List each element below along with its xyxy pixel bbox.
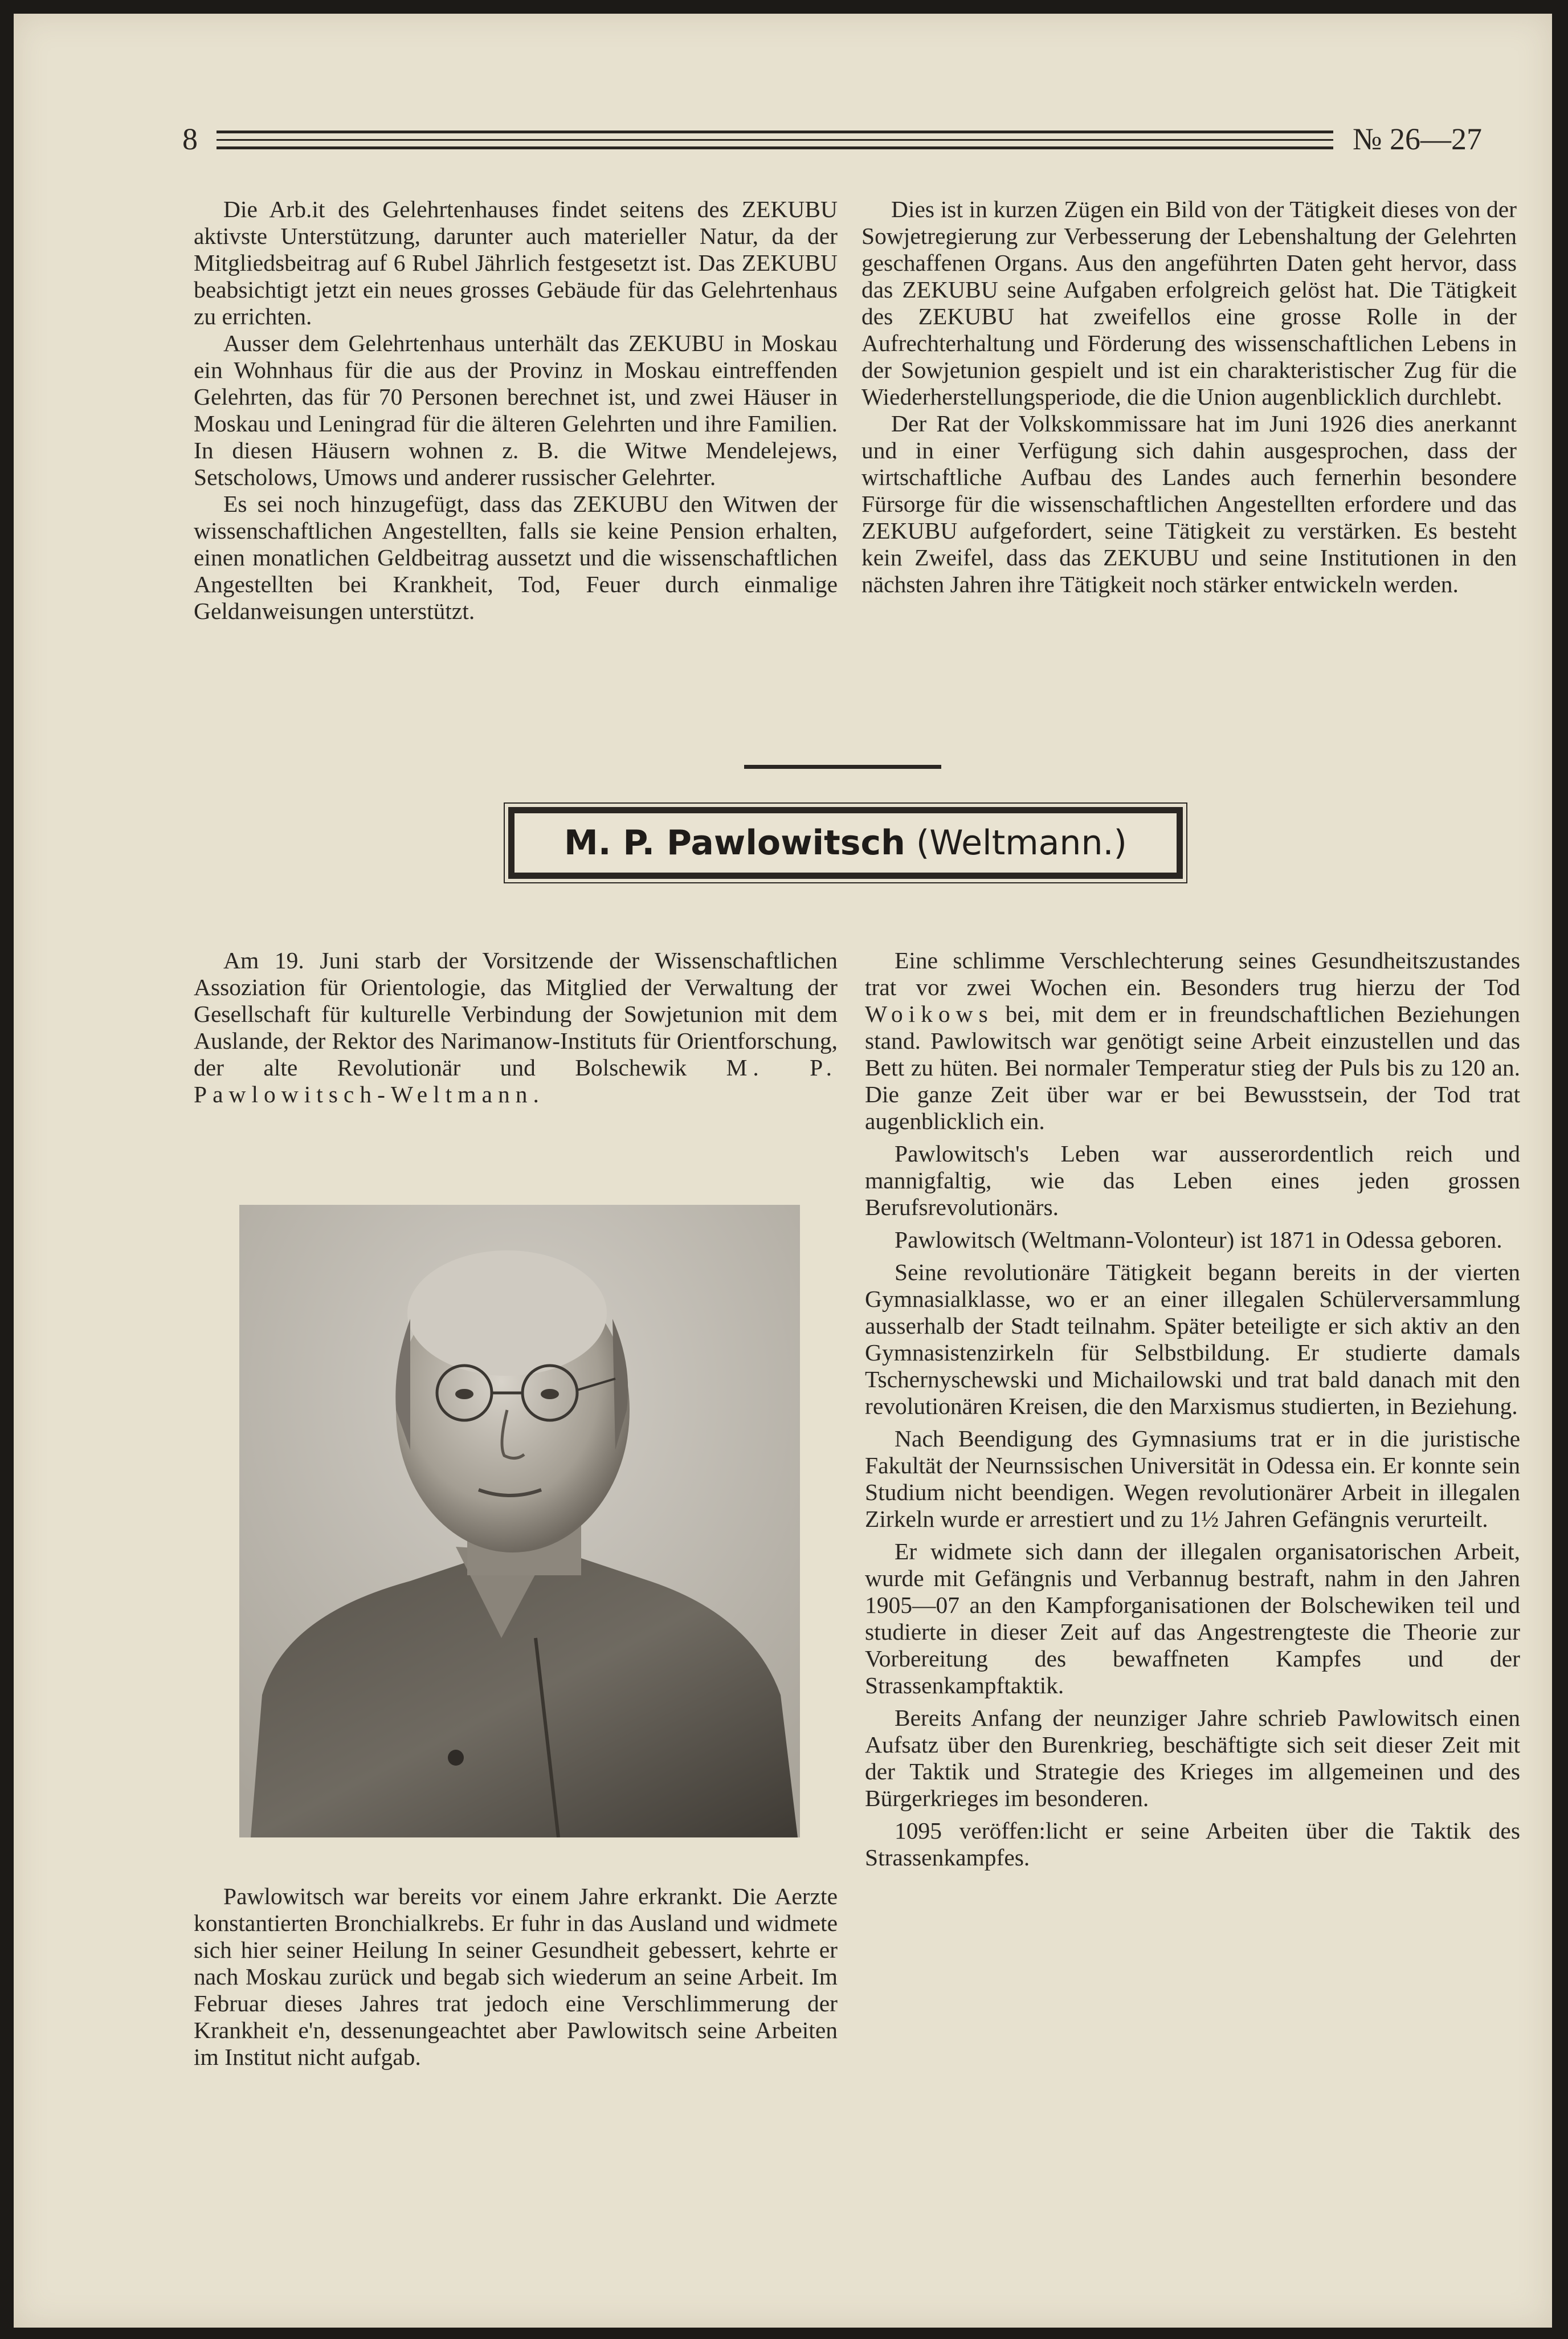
paragraph: Es sei noch hinzugefügt, dass das ZEKUBU den Witwen der wissenschaftlichen Angestellten, falls sie keine Pension erhalten, einen monatlichen Geldbeitrag aussetzt und die wissenschaftlichen Angestellten bei Krankheit, Tod, Feuer durch einmalige Geldanweisungen unterstützt. [194,491,838,624]
paragraph: 1095 veröffen:licht er seine Arbeiten über die Taktik des Strassenkampfes. [865,1818,1520,1871]
paragraph: Bereits Anfang der neunziger Jahre schrieb Pawlowitsch einen Aufsatz über den Burenkrieg, beschäftigte sich seit dieser Zeit mit der Taktik und Strategie des Krieges im allgemeinen und des Bürgerkrieges im besonderen. [865,1705,1520,1811]
obituary-title-name: M. P. Pawlowitsch [564,823,905,863]
paragraph: Nach Beendigung des Gymnasiums trat er in die juristische Fakultät der Neurnssischen Universität in Odessa ein. Er konnte sein Studium nicht beendigen. Wegen revolutionärer Arbeit in illegalen Zirkeln wurde er arrestiert und zu 1½ Jahren Gefängnis verurteilt. [865,1425,1520,1532]
obituary-title-box [508,807,1183,879]
paragraph [194,947,838,1108]
header-rule [217,139,1333,141]
intro-name: M. P. Pawlowitsch-Weltmann. [194,1054,838,1107]
section-divider [744,765,941,769]
obituary-title [564,823,1127,863]
spaced-name: Woikows [865,1001,994,1027]
article-column-top-left [194,196,838,625]
header-rule [217,131,1333,133]
paragraph: Seine revolutionäre Tätigkeit begann bereits in der vierten Gymnasialklasse, wo er an einer illegalen Schülerversammlung ausserhalb der Stadt teilnahm. Später beteiligte er sich aktiv an den Gymnasistenzirkeln für Selbstbildung. Er studierte damals Tschernyschewski und Michailowski und trat bald danach mit den revolutionären Kreisen, die den Marxismus studierten, in Beziehung. [865,1259,1520,1419]
paragraph-text: bei, mit dem er in freundschaftlichen Beziehungen stand. Pawlowitsch war genötigt seine Arbeit einzustellen und das Bett zu hüten. Bei normaler Temperatur stieg der Puls bis zu 120 an. Die ganze Zeit über war er bei Bewusstsein, der Tod trat augenblicklich ein. [865,1001,1520,1134]
newspaper-page [14,14,1552,2328]
article-column-top-right [861,196,1517,598]
intro-text: Am 19. Juni starb der Vorsitzende der Wissenschaftlichen Assoziation für Orientologie, das Mitglied der Verwaltung der Gesellschaft für kulturelle Verbindung der Sowjetunion mit dem Auslande, der Rektor des Narimanow-Instituts für Orientforschung, der alte Revolutionär und Bolschewik [194,947,838,1081]
obituary-left-text [194,1883,838,2071]
paragraph: Pawlowitsch war bereits vor einem Jahre erkrankt. Die Aerzte konstantierten Bronchialkrebs. Er fuhr in das Ausland und widmete sich hier seiner Heilung In seiner Gesundheit gebessert, kehrte er nach Moskau zurück und begab sich wiederum an seine Arbeit. Im Februar dieses Jahres trat jedoch eine Verschlimmerung der Krankheit e'n, dessenungeachtet aber Pawlowitsch seine Arbeiten im Institut nicht aufgab. [194,1883,838,2070]
paragraph: Dies ist in kurzen Zügen ein Bild von der Tätigkeit dieses von der Sowjetregierung zur Verbesserung der Lebenshaltung der Gelehrten geschaffenen Organs. Aus den angeführten Daten geht hervor, dass das ZEKUBU seine Aufgaben erfolgreich gelöst hat. Die Tätigkeit des ZEKUBU hat zweifellos eine grosse Rolle in der Aufrechterhaltung und Förderung des wissenschaftlichen Lebens in der Sowjetunion gespielt und ist ein charakteristischer Zug für die Wiederherstellungsperiode, die die Union augenblicklich durchlebt. [861,196,1517,410]
obituary-intro [194,947,838,1108]
page-header [14,14,1552,162]
paragraph: Pawlowitsch (Weltmann-Volonteur) ist 1871 in Odessa geboren. [895,1226,1502,1253]
paragraph: Der Rat der Volkskommissare hat im Juni 1926 dies anerkannt und in einer Verfügung sich dahin ausgesprochen, dass der wirtschaftliche Aufbau des Landes auch fernerhin besondere Fürsorge für die wissenschaftlichen Angestellten erfordere und das ZEKUBU aufgefordert, seine Tätigkeit zu verstärken. Es besteht kein Zweifel, dass das ZEKUBU und seine Institutionen in den nächsten Jahren ihre Tätigkeit noch stärker entwickeln werden. [861,410,1517,597]
paragraph: Ausser dem Gelehrtenhaus unterhält das ZEKUBU in Moskau ein Wohnhaus für die aus der Provinz in Moskau eintreffenden Gelehrten, das für 70 Personen berechnet ist, und zwei Häuser in Moskau und Leningrad für die älteren Gelehrten und ihre Familien. In diesen Häusern wohnen z. B. die Witwe Mendelejews, Setscholows, Umows und anderer russischer Gelehrter. [194,330,838,490]
paragraph: Pawlowitsch's Leben war ausserordentlich reich und mannigfaltig, wie das Leben eines jeden grossen Berufsrevolutionärs. [865,1140,1520,1220]
paragraph: Die Arb.it des Gelehrtenhauses findet seitens des ZEKUBU aktivste Unterstützung, darunter auch materieller Natur, da der Mitgliedsbeitrag auf 6 Rubel Jährlich festgesetzt ist. Das ZEKUBU beabsichtigt jetzt ein neues grosses Gebäude für das Gelehrtenhaus zu errichten. [194,196,838,329]
paragraph [865,947,1520,1135]
paragraph: Er widmete sich dann der illegalen organisatorischen Arbeit, wurde mit Gefängnis und Verbannug bestraft, nahm in den Jahren 1905—07 an den Kampforganisationen der Bolschewiken teil und studierte in dieser Zeit auf das Angestrengteste die Theorie zur Vorbereitung des bewaffneten Kampfes und der Strassenkampftaktik. [865,1538,1520,1698]
issue-number: № 26—27 [1353,122,1483,156]
page-number: 8 [182,122,198,156]
header-rule [217,146,1333,149]
obituary-right-column [865,947,1520,1871]
paragraph-text: Eine schlimme Verschlechterung seines Gesundheitszustandes trat vor zwei Wochen ein. Besonders trug hierzu der Tod [865,947,1520,1000]
obituary-title-alias: (Weltmann.) [916,823,1127,863]
portrait-photo-icon [239,1205,800,1837]
